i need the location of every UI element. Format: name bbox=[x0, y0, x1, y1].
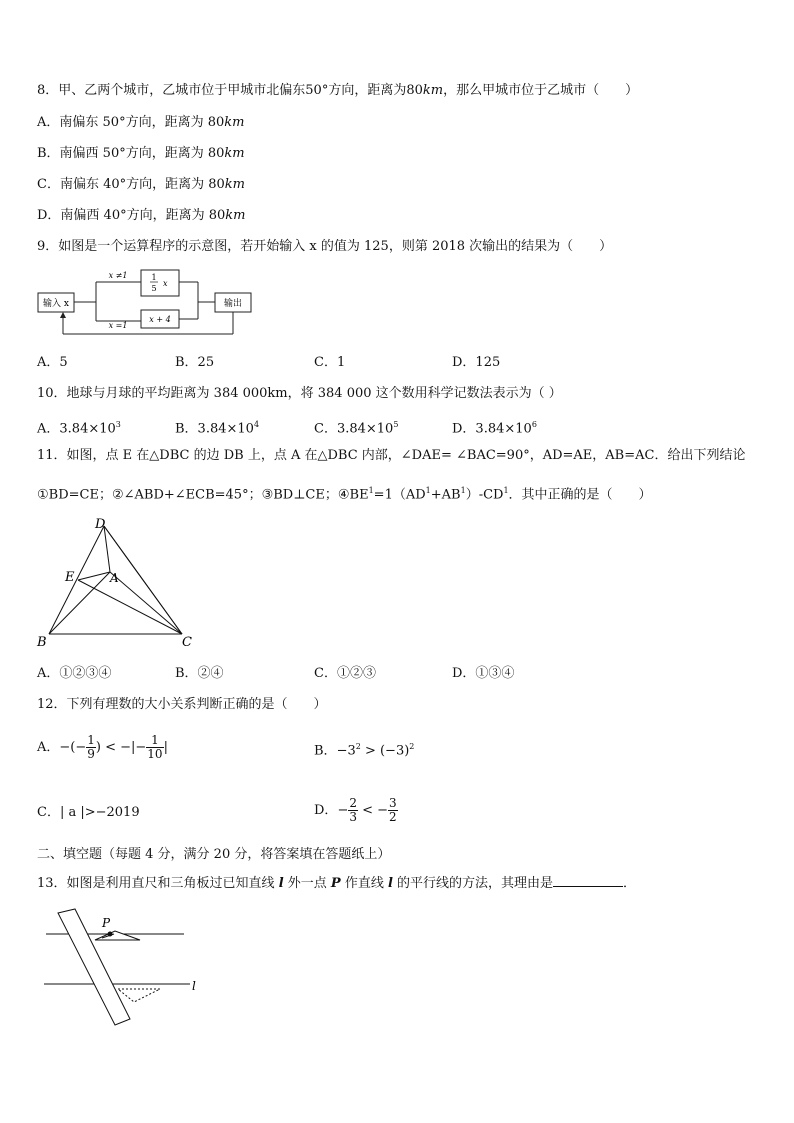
point-b-label: B bbox=[37, 635, 47, 650]
flow-cond-bottom: x =1 bbox=[108, 321, 128, 330]
q13-stem: 13．如图是利用直尺和三角板过已知直线 l 外一点 P 作直线 l 的平行线的方法，其理由是 ． bbox=[37, 876, 637, 891]
q11-stem-line2: ①BD=CE；②∠ABD+∠ECB=45°；③BD⊥CE；$④BE^1=1(AD^1+AB^1)-CD^1$．其中正确的是（ ） bbox=[37, 486, 652, 503]
flow-frac-den: 5 bbox=[151, 284, 157, 293]
q10-option-c: C．$3.84\times 10^5$ bbox=[314, 420, 399, 437]
q13-answer-blank bbox=[553, 874, 623, 887]
flow-output-label: 输出 bbox=[223, 299, 243, 309]
section-heading-fill-in: 二、填空题（每题 4 分，满分 20 分，将答案填在答题纸上） bbox=[37, 847, 391, 862]
q9-option-b: B．25 bbox=[175, 355, 215, 370]
point-e-label: E bbox=[65, 570, 75, 585]
point-c-label: C bbox=[182, 635, 192, 650]
flow-frac-var: x bbox=[163, 279, 168, 288]
point-a-label: A bbox=[110, 571, 119, 585]
flow-divide-box bbox=[141, 270, 179, 296]
q11-option-a: A．①②③④ bbox=[37, 666, 112, 681]
q12-option-c: C．| a |>−2019 bbox=[37, 805, 140, 820]
flow-input-label: 输入 x bbox=[43, 299, 69, 309]
q8-option-a: A．南偏东 50°方向，距离为 80km bbox=[37, 115, 245, 130]
q11-triangle-figure bbox=[34, 514, 204, 654]
q11-option-d: D．①③④ bbox=[452, 666, 515, 681]
q10-option-d: D．$3.84\times 10^6$ bbox=[452, 420, 537, 437]
q9-option-a: A．5 bbox=[37, 355, 68, 370]
q11-option-c: C．①②③ bbox=[314, 666, 376, 681]
q8-option-c: C．南偏东 40°方向，距离为 80km bbox=[37, 177, 246, 192]
q9-option-d: D．125 bbox=[452, 355, 501, 370]
q8-option-b: B．南偏西 50°方向，距离为 80km bbox=[37, 146, 245, 161]
q9-option-c: C．1 bbox=[314, 355, 346, 370]
q10-option-b: B．$3.84\times 10^4$ bbox=[175, 420, 260, 437]
flow-add-label: x + 4 bbox=[149, 315, 171, 324]
q13-ruler-figure bbox=[44, 905, 214, 1030]
q11-option-b: B．②④ bbox=[175, 666, 224, 681]
line-l-label: l bbox=[192, 979, 196, 993]
q9-flowchart bbox=[36, 266, 258, 338]
point-d-label: D bbox=[95, 517, 106, 532]
q12-option-b: B．$-3^2 > (-3)^2$ bbox=[314, 742, 415, 759]
point-p-dot bbox=[108, 932, 113, 937]
q12-option-d: D．− $\frac{2}{3}$ < − $\frac{3}{2}$ bbox=[314, 796, 397, 824]
q8-stem: 8．甲、乙两个城市，乙城市位于甲城市北偏东50°方向，距离为80km，那么甲城市位于乙城市（ ） bbox=[37, 83, 639, 98]
q12-stem: 12．下列有理数的大小关系判断正确的是（ ） bbox=[37, 697, 327, 712]
flow-cond-top: x ≠1 bbox=[108, 271, 128, 280]
q8-option-d: D．南偏西 40°方向，距离为 80km bbox=[37, 208, 246, 223]
point-p-label: P bbox=[102, 916, 111, 930]
q10-option-a: A．$3.84\times 10^3$ bbox=[37, 420, 121, 437]
q9-stem: 9．如图是一个运算程序的示意图，若开始输入 x 的值为 125，则第 2018 次输出的结果为（ ） bbox=[37, 239, 613, 254]
q11-stem-line1: 11．如图，点 E 在△DBC 的边 DB 上，点 A 在△DBC 内部，∠DAE= ∠BAC=90°，AD=AE，AB=AC．给出下列结论 bbox=[37, 448, 746, 463]
flow-frac-num: 1 bbox=[151, 273, 157, 282]
q10-stem: 10．地球与月球的平均距离为 384 000km，将 384 000 这个数用科学记数法表示为（ ） bbox=[37, 386, 562, 401]
q12-option-a: A．−(− $\frac{1}{9}$ ) < −|− $\frac{1}{10}$ | bbox=[37, 733, 168, 761]
